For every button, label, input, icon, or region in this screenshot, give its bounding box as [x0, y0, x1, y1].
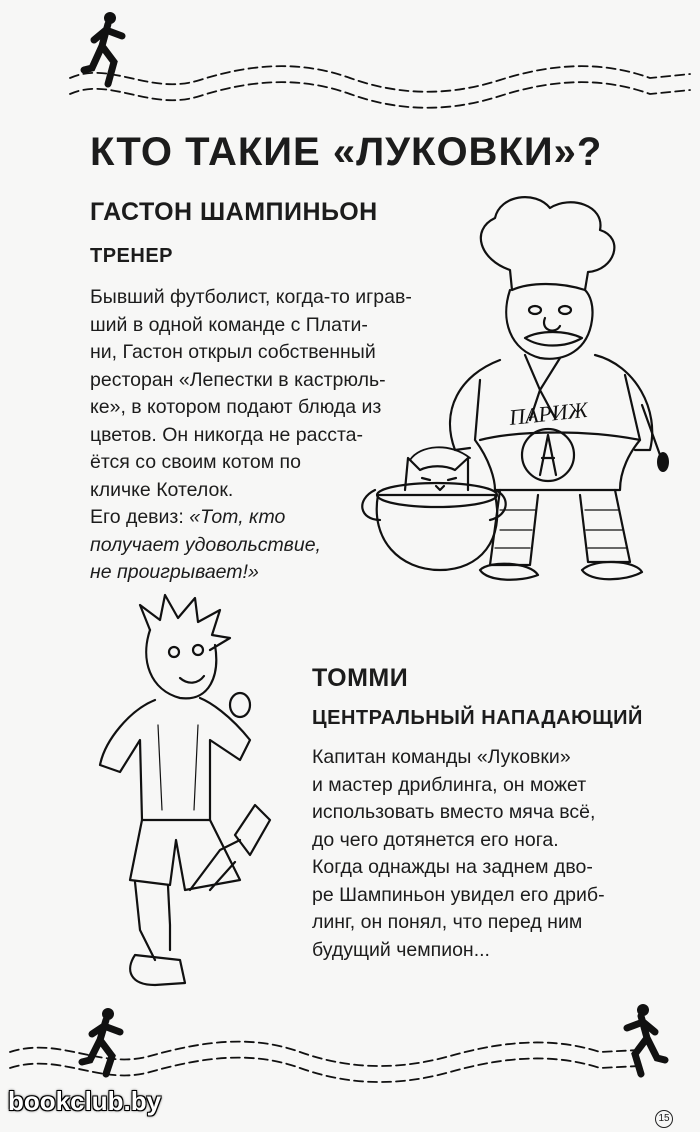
- gaston-bio-line: кличке Котелок.: [90, 478, 234, 501]
- runner-silhouette-bottom-right: [627, 1004, 665, 1074]
- tommy-bio-line: использовать вместо мяча всё,: [312, 801, 596, 823]
- gaston-motto-intro: Его девиз:: [90, 506, 190, 528]
- gaston-motto-line: получает удовольствие,: [90, 533, 321, 556]
- tommy-bio-line: Капитан команды «Луковки»: [312, 746, 571, 768]
- tommy-role: ЦЕНТРАЛЬНЫЙ НАПАДАЮЩИЙ: [312, 707, 643, 729]
- tommy-bio-line: линг, он понял, что перед ним: [312, 911, 583, 933]
- tommy-bio-line: Когда однажды на заднем дво-: [312, 856, 593, 878]
- runner-silhouette-bottom-left: [82, 1008, 120, 1074]
- gaston-name: ГАСТОН ШАМПИНЬОН: [90, 198, 378, 226]
- gaston-bio-line: ресторан «Лепестки в кастрюль-: [90, 368, 386, 391]
- tommy-header: [312, 664, 643, 730]
- gaston-bio-line: цветов. Он никогда не расста-: [90, 423, 364, 446]
- top-border-decoration: [0, 0, 700, 110]
- gaston-bio-line: ке», в котором подают блюда из: [90, 396, 382, 418]
- page-number: 15: [655, 1110, 673, 1128]
- chef-gaston-illustration: [360, 190, 690, 600]
- gaston-motto-text: «Тот, кто: [189, 506, 286, 528]
- page-title: КТО ТАКИЕ «ЛУКОВКИ»?: [90, 130, 603, 174]
- tommy-bio-line: будущий чемпион...: [312, 938, 490, 961]
- tommy-name: ТОММИ: [312, 664, 409, 692]
- tommy-illustration: [70, 590, 310, 1010]
- tommy-bio-line: ре Шампиньон увидел его дриб-: [312, 883, 605, 906]
- top-wave-outer: [70, 66, 690, 92]
- watermark: bookclub.by: [8, 1086, 162, 1116]
- gaston-header: [90, 198, 378, 268]
- tommy-bio: [312, 744, 605, 964]
- tommy-bio-line: и мастер дриблинга, он может: [312, 773, 587, 796]
- tommy-bio-line: до чего дотянется его нога.: [312, 828, 559, 851]
- gaston-bio-line: ётся со своим котом по: [90, 451, 301, 473]
- gaston-bio-line: Бывший футболист, когда-то играв-: [90, 286, 412, 308]
- apron-text: ПАРИЖ: [507, 396, 589, 430]
- gaston-bio-line: ни, Гастон открыл собственный: [90, 341, 376, 363]
- gaston-bio-line: ший в одной команде с Плати-: [90, 313, 368, 336]
- gaston-role: ТРЕНЕР: [90, 245, 174, 267]
- gaston-motto-line: не проигрывает!»: [90, 561, 259, 583]
